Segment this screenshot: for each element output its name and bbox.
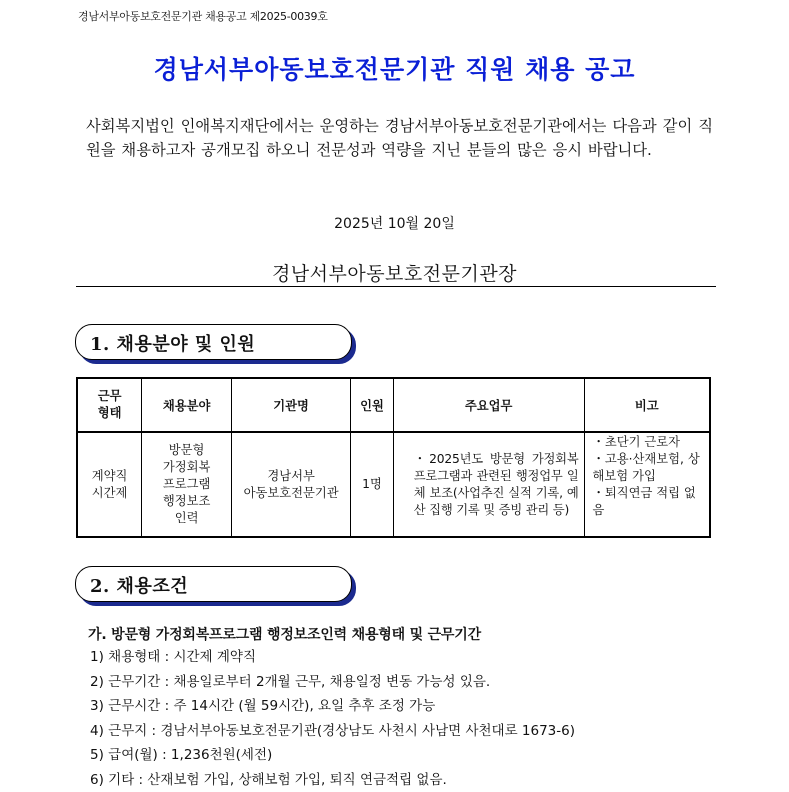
note-item: ・퇴직연금 적립 없음: [593, 485, 705, 519]
table-row: [77, 432, 710, 537]
list-item: 5) 급여(월) : 1,236천원(세전): [90, 743, 575, 768]
signer-title: 경남서부아동보호전문기관장: [0, 259, 789, 286]
page-title: 경남서부아동보호전문기관 직원 채용 공고: [0, 50, 789, 86]
list-item: 4) 근무지 : 경남서부아동보호전문기관(경상남도 사천시 사남면 사천대로 1673-6): [90, 719, 575, 744]
intro-paragraph: 사회복지법인 인애복지재단에서는 운영하는 경남서부아동보호전문기관에서는 다음과 같이 직원을 채용하고자 공개모집 하오니 전문성과 역량을 지닌 분들의 많은 응시 바랍니다.: [86, 114, 713, 162]
conditions-subheading: 가. 방문형 가정회복프로그램 행정보조인력 채용형태 및 근무기간: [88, 624, 481, 644]
cell-count: 1명: [351, 432, 394, 537]
header-org: 기관명: [231, 378, 350, 432]
list-item: 3) 근무시간 : 주 14시간 (월 59시간), 요일 추후 조정 가능: [90, 694, 575, 719]
header-work-type: 근무 형태: [77, 378, 142, 432]
section-1-heading: [75, 324, 352, 360]
note-item: ・고용·산재보험, 상해보험 가입: [593, 451, 705, 485]
cell-notes: [584, 432, 710, 537]
cell-org: 경남서부 아동보호전문기관: [231, 432, 350, 537]
list-item: 6) 기타 : 산재보험 가입, 상해보험 가입, 퇴직 연금적립 없음.: [90, 768, 575, 792]
list-item: 1) 채용형태 : 시간제 계약직: [90, 645, 575, 670]
note-item: ・초단기 근로자: [593, 434, 705, 451]
table-header-row: [77, 378, 710, 432]
header-notes: 비고: [584, 378, 710, 432]
divider-line: [76, 286, 716, 287]
section-1-title: 1. 채용분야 및 인원: [90, 330, 255, 356]
recruitment-table: [76, 377, 711, 538]
header-duties: 주요업무: [393, 378, 584, 432]
list-item: 2) 근무기간 : 채용일로부터 2개월 근무, 채용일정 변동 가능성 있음.: [90, 670, 575, 695]
section-2-title: 2. 채용조건: [90, 572, 188, 598]
header-field: 채용분야: [142, 378, 232, 432]
announcement-date: 2025년 10월 20일: [0, 213, 789, 233]
cell-work-type: 계약직 시간제: [77, 432, 142, 537]
header-count: 인원: [351, 378, 394, 432]
cell-field: 방문형 가정회복 프로그램 행정보조 인력: [142, 432, 232, 537]
conditions-list: [90, 645, 575, 792]
cell-duties: ・2025년도 방문형 가정회복 프로그램과 관련된 행정업무 일체 보조(사업추진 실적 기록, 예산 집행 기록 및 증빙 관리 등): [393, 432, 584, 537]
section-2-heading: [75, 566, 352, 602]
document-number: 경남서부아동보호전문기관 채용공고 제2025-0039호: [78, 8, 328, 24]
